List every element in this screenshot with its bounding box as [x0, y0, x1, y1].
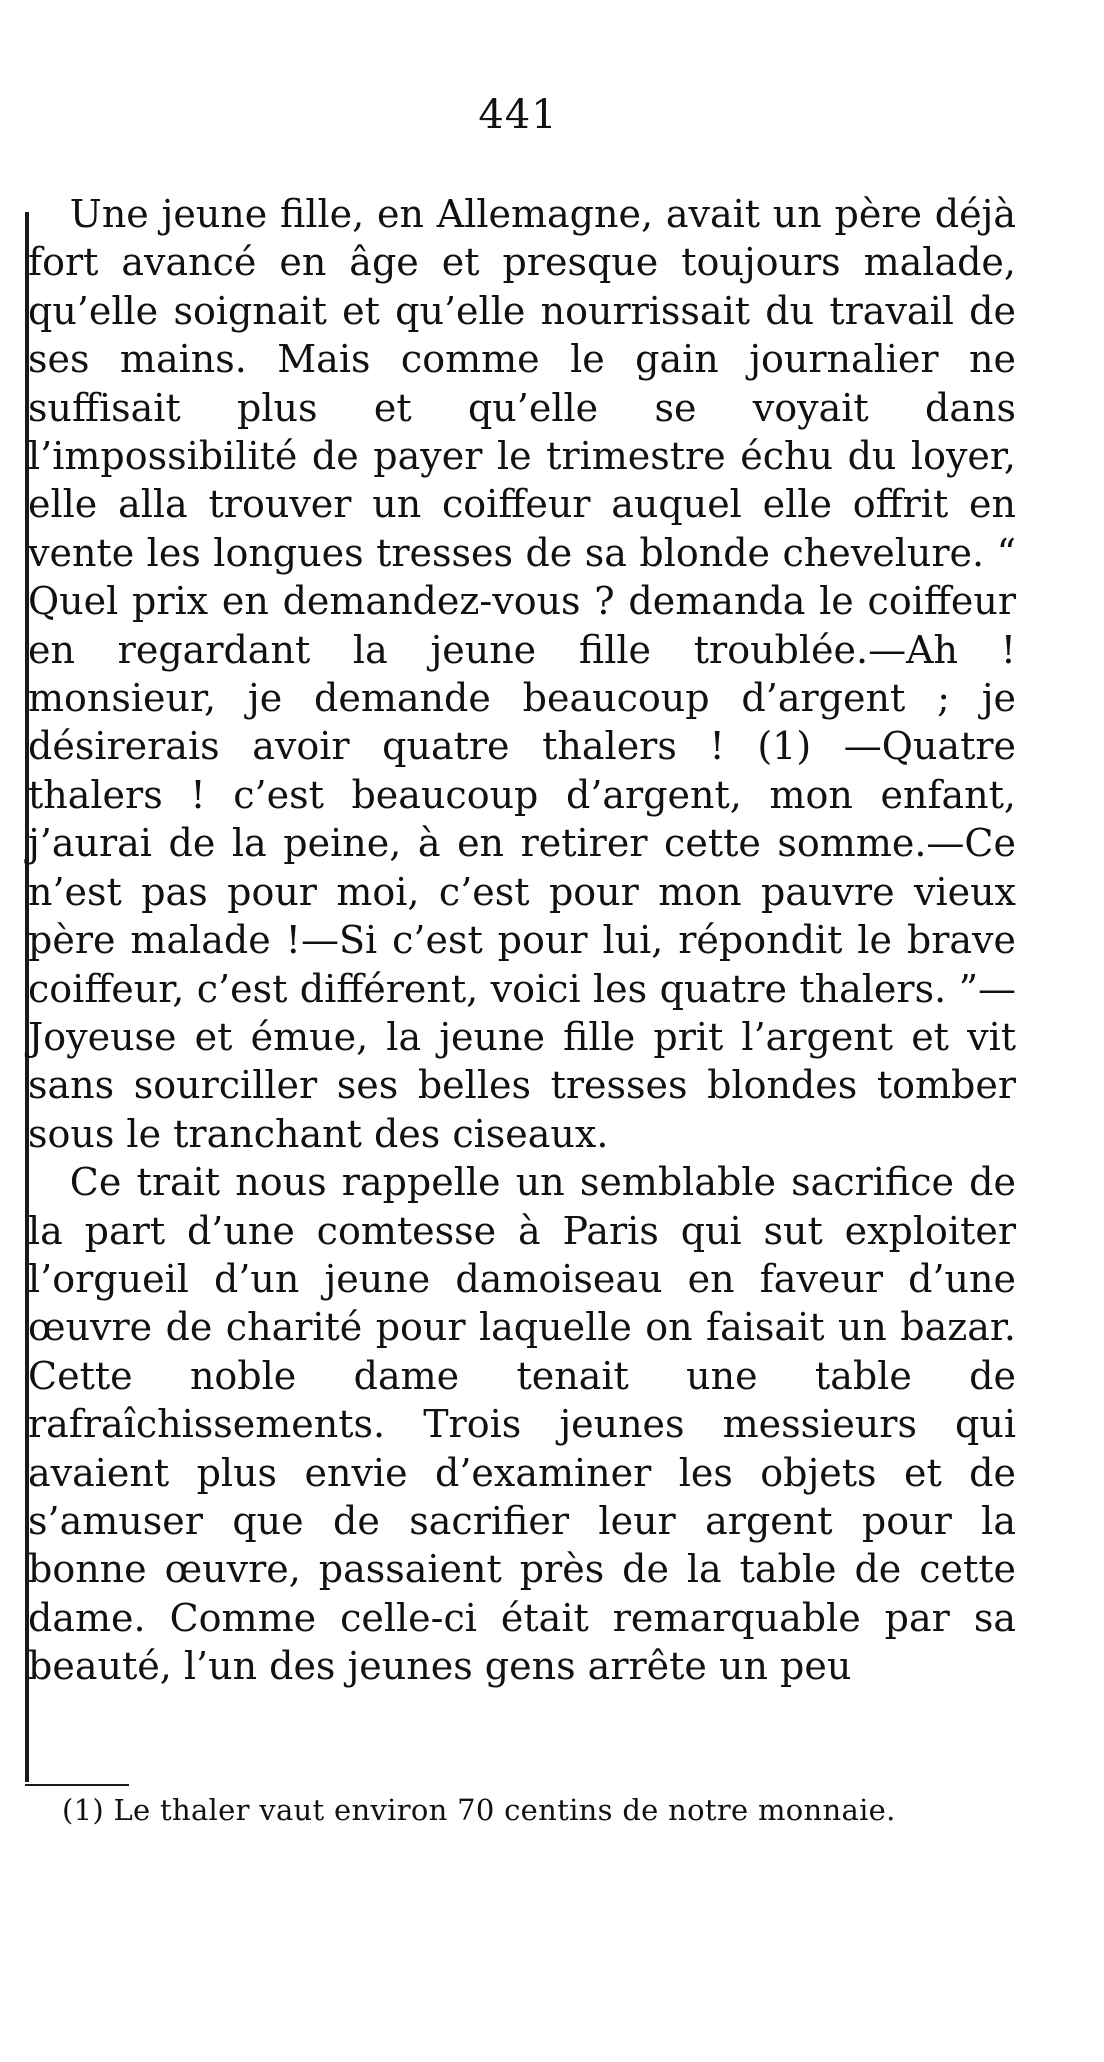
- page-number: 441: [478, 92, 558, 138]
- footnote-rule: [25, 1784, 129, 1786]
- paragraph-1: Une jeune fille, en Allemagne, avait un père déjà fort avancé en âge et presque toujours malade, qu’elle soignait et qu’elle nourrissait du travail de ses mains. Mais comme le gain journalier ne suffisait plus et qu’elle se voyait dans l’impossibilité de payer le trimestre échu du loyer, elle alla trouver un coiffeur auquel elle offrit en vente les longues tresses de sa blonde chevelure. “ Quel prix en demandez-vous ? demanda le coiffeur en regardant la jeune fille troublée.—Ah ! monsieur, je demande beaucoup d’argent ; je désirerais avoir quatre thalers ! (1) —Quatre thalers ! c’est beaucoup d’argent, mon enfant, j’aurai de la peine, à en retirer cette somme.—Ce n’est pas pour moi, c’est pour mon pauvre vieux père malade !—Si c’est pour lui, répondit le brave coiffeur, c’est différent, voici les quatre thalers. ”—Joyeuse et émue, la jeune fille prit l’argent et vit sans sourciller ses belles tresses blondes tomber sous le tranchant des ciseaux.: [28, 192, 1016, 1156]
- body-text: [28, 190, 1016, 1691]
- footnote: (1) Le thaler vaut environ 70 centins de notre monnaie.: [62, 1793, 896, 1827]
- paragraph-2: Ce trait nous rappelle un semblable sacrifice de la part d’une comtesse à Paris qui sut exploiter l’orgueil d’un jeune damoiseau en faveur d’une œuvre de charité pour laquelle on faisait un bazar. Cette noble dame tenait une table de rafraîchissements. Trois jeunes messieurs qui avaient plus envie d’examiner les objets et de s’amuser que de sacrifier leur argent pour la bonne œuvre, passaient près de la table de cette dame. Comme celle-ci était remarquable par sa beauté, l’un des jeunes gens arrête un peu: [28, 1160, 1016, 1689]
